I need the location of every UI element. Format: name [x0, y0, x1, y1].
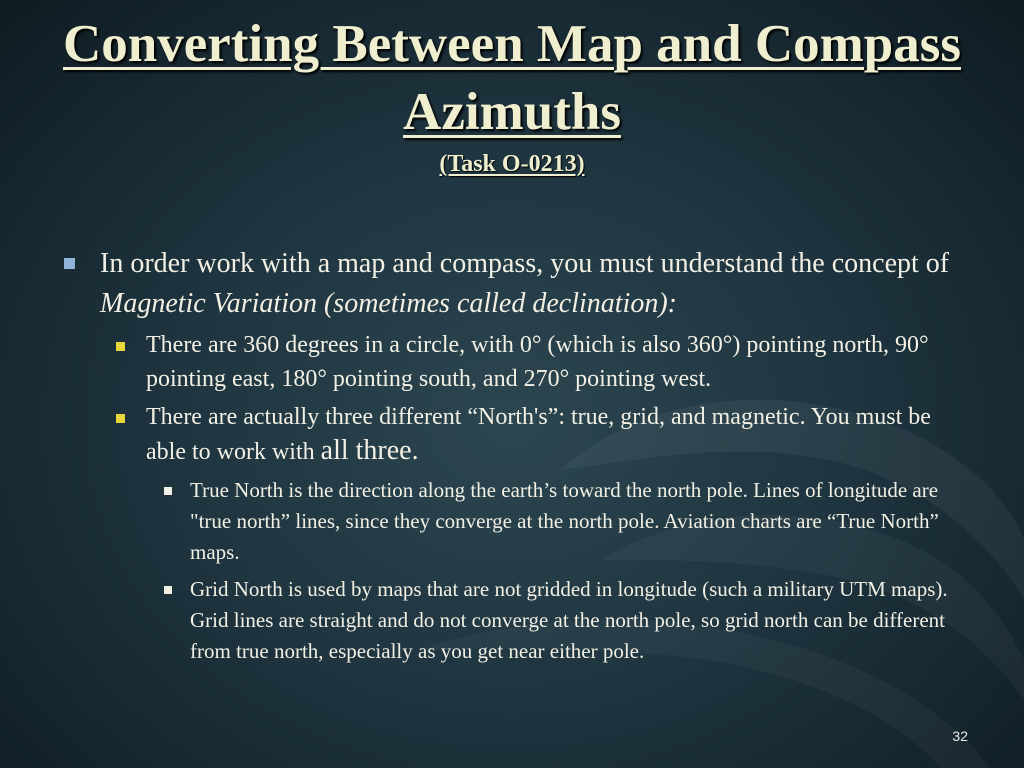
square-bullet-icon — [164, 487, 172, 495]
bullet-true-north — [62, 475, 972, 568]
bullet-sub-norths-emphasis: all three. — [320, 435, 419, 466]
bullet-list — [62, 244, 972, 667]
bullet-grid-north-text: Grid North is used by maps that are not gridded in longitude (such a military UTM maps). Grid lines are straight and do not converge at the north pole, so grid north can be different from true north, especially as you get near either pole. — [190, 577, 948, 663]
bullet-grid-north — [62, 574, 972, 667]
bullet-true-north-text: True North is the direction along the earth’s toward the north pole. Lines of longitude are "true north” lines, since they converge at the north pole. Aviation charts are “True North” maps. — [190, 478, 939, 564]
bullet-main — [62, 244, 972, 324]
slide-title: Converting Between Map and Compass Azimuths — [62, 15, 962, 141]
square-bullet-icon — [116, 414, 125, 423]
bullet-sub-degrees — [62, 328, 972, 396]
bullet-sub-norths — [62, 400, 972, 469]
slide-subtitle: (Task O-0213) — [439, 151, 585, 177]
bullet-sub-norths-text: There are actually three different “North's”: true, grid, and magnetic. You must be able to work with — [146, 404, 931, 465]
page-number: 32 — [952, 728, 968, 744]
bullet-main-italic: Magnetic Variation (sometimes called declination): — [100, 288, 677, 319]
bullet-sub-degrees-text: There are 360 degrees in a circle, with 0° (which is also 360°) pointing north, 90° pointing east, 180° pointing south, and 270° pointing west. — [146, 332, 929, 392]
square-bullet-icon — [64, 258, 75, 269]
slide-title-block — [60, 10, 964, 180]
bullet-main-text: In order work with a map and compass, you must understand the concept of — [100, 248, 950, 279]
square-bullet-icon — [164, 586, 172, 594]
square-bullet-icon — [116, 342, 125, 351]
